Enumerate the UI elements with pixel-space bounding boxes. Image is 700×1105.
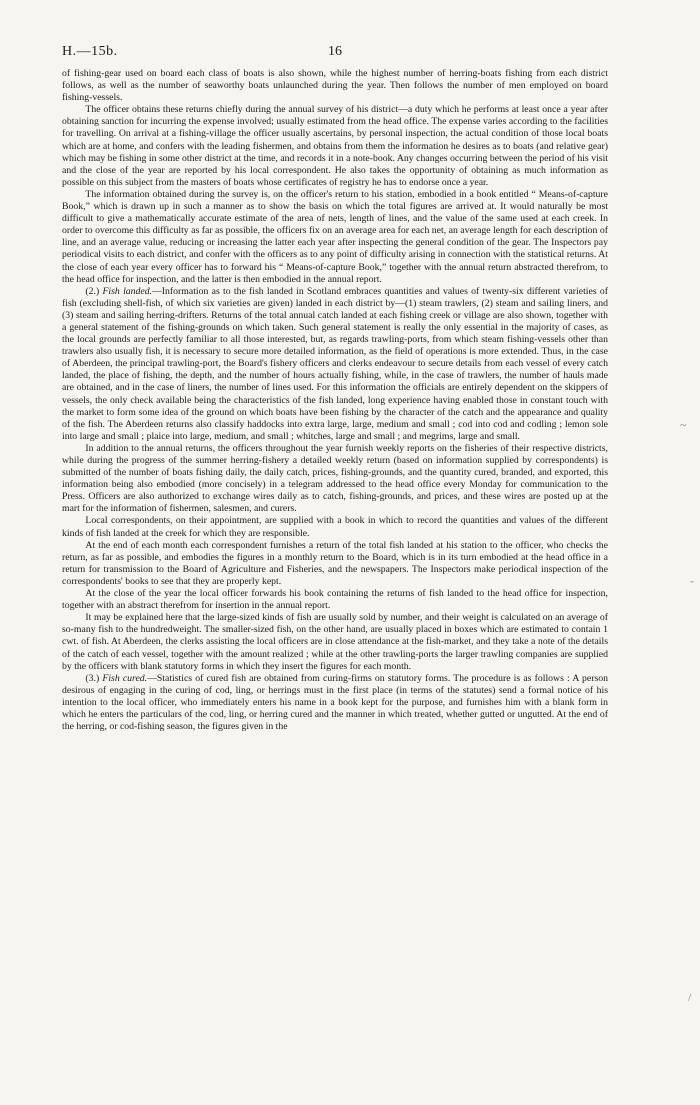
page-header xyxy=(62,44,608,68)
paragraph: of fishing-gear used on board each class of boats is also shown, while the highest number of herring-boats fishing from each district follows, as well as the number of seaworthy boats unlaunched during the year. Then follows the number of men employed on board fishing-vessels. xyxy=(62,68,608,104)
section-title: Fish cured. xyxy=(102,672,148,684)
document-page xyxy=(62,44,608,733)
margin-mark: / xyxy=(688,990,692,1004)
paragraph-fish-cured: (3.) Fish cured.—Statistics of cured fish are obtained from curing-firms on statutory forms. The procedure is as follows : A person desirous of engaging in the curing of cod, ling, or herrings must in the first place (in terms of the statutes) send a formal notice of his intention to the local officer, who immediately enters his name in a book kept for the purpose, and furnishes him with a blank form in which he enters the particulars of the cod, ling, or herring cured and the manner in which treated, whether gutted or ungutted. At the end of the herring, or cod-fishing season, the figures given in the xyxy=(62,672,609,733)
document-reference: H.—15b. xyxy=(62,44,118,59)
paragraph: Local correspondents, on their appointment, are supplied with a book in which to record the quantities and values of the different kinds of fish landed at the creek for which they are responsible. xyxy=(62,515,608,539)
margin-mark: ˘ xyxy=(690,578,694,592)
paragraph: It may be explained here that the large-sized kinds of fish are usually sold by number, and their weight is calculated on an average of so-many fish to the hundredweight. The smaller-sized fish, on the other hand, are usually placed in boxes which are estimated to contain 1 cwt. of fish. At Aberdeen, the clerks assisting the local officers are in close attendance at the fish-market, and they take a note of the details of the catch of each vessel, together with the amount realized ; while at the other trawling-ports the larger trawling companies are supplied by the officers with blank statutory forms in which they insert the figures for each month. xyxy=(62,612,608,672)
page-number: 16 xyxy=(328,44,342,59)
paragraph: The information obtained during the survey is, on the officer's return to his station, embodied in a book entitled “ Means-of-capture Book,” which is drawn up in such a manner as to show the basis on which the total figures are arrived at. It would naturally be most difficult to give a mathematically accurate estimate of the area of nets, length of lines, and the value of the same used at each creek. In order to overcome this difficulty as far as possible, the officers fix on an average area for each net, an average length for each description of line, and an average value, reducing or increasing the latter each year after inspecting the general condition of the gear. The Inspectors pay periodical visits to each district, and confer with the officers as to any point of difficulty arising in connection with the statistical returns. At the close of each year every officer has to forward his “ Means-of-capture Book,” together with the annual return abstracted therefrom, to the head office for inspection, and the latter is then embodied in the annual report. xyxy=(62,188,608,285)
paragraph: The officer obtains these returns chiefly during the annual survey of his district—a duty which he performs at least once a year after obtaining sanction for incurring the expense involved; usually estimated from the head office. The expense varies according to the facilities for travelling. On arrival at a fishing-village the officer usually ascertains, by personal inspection, the actual condition of those local boats which are at home, and confers with the leading fishermen, and obtains from them the information he desires as to boats (and relative gear) which may be fishing in some other district at the time, and records it in a note-book. Any changes occurring between the period of his visit and the close of the year are reported by his local correspondent. He also takes the opportunity of obtaining as much information as possible on this subject from the masters of boats whose certificates of registry he has to endorse once a year. xyxy=(62,104,608,188)
margin-mark: ~ xyxy=(680,418,687,432)
paragraph-fish-landed: (2.) Fish landed.—Information as to the fish landed in Scotland embraces quantities and values of twenty-six different varieties of fish (excluding shell-fish, of which six varieties are given) landed in each district by—(1) steam trawlers, (2) steam and sailing liners, and (3) steam and sailing herring-drifters. Returns of the total annual catch landed at each fishing creek or village are also shown, together with a general statement of the fishing-grounds on which taken. Such general statement is really the only essential in the majority of cases, as the local grounds are perfectly familiar to all those interested, but, as regards trawling-ports, from which steam fishing-vessels other than trawlers also usually fish, it is necessary to secure more detailed information, as the field of operations is more extended. Thus, in the case of Aberdeen, the principal trawling-port, the Board's fishery officers and clerks endeavour to secure details from each vessel of every catch landed, the place of fishing, the depth, and the number of hours actually fishing, while, in the case of trawlers, the number of hauls made are obtained, and in the case of liners, the number of lines used. For this information the officials are entirely dependent on the skippers of vessels, the only check available being the characteristics of the fish landed, long experience having enabled those in constant touch with the market to form some idea of the ground on which boats have been fishing by the character of the catch and the appearance and quality of the fish. The Aberdeen returns also classify haddocks into extra large, large, medium and small ; cod into cod and codling ; lemon sole into large and small ; plaice into large, medium, and small ; whitches, large and small ; and megrims, large and small. xyxy=(62,285,609,442)
section-title: Fish landed. xyxy=(102,285,153,297)
paragraph: At the close of the year the local officer forwards his book containing the returns of fish landed to the head office for inspection, together with an abstract therefrom for insertion in the annual report. xyxy=(62,588,608,612)
page-body xyxy=(62,68,608,733)
paragraph: In addition to the annual returns, the officers throughout the year furnish weekly reports on the fisheries of their respective districts, while during the progress of the summer herring-fishery a detailed weekly return (based on information supplied by correspondents) is submitted of the number of boats fishing daily, the daily catch, prices, fishing-grounds, and the quantity cured, branded, and exported, this information being also embodied (more concisely) in a telegram addressed to the head office every Monday for communication to the Press. Officers are also authorized to exchange wires daily as to catch, fishing-grounds, and prices, and these wires are posted up at the mart for the information of fishermen, salesmen, and curers. xyxy=(62,442,608,515)
paragraph: At the end of each month each correspondent furnishes a return of the total fish landed at his station to the officer, who checks the return, as far as possible, and embodies the figures in a monthly return to the Board, which is in its turn embodied at the head office in a return for transmission to the Board of Agriculture and Fisheries, and the newspapers. The Inspectors make periodical inspection of the correspondents' books to see that they are properly kept. xyxy=(62,539,608,587)
